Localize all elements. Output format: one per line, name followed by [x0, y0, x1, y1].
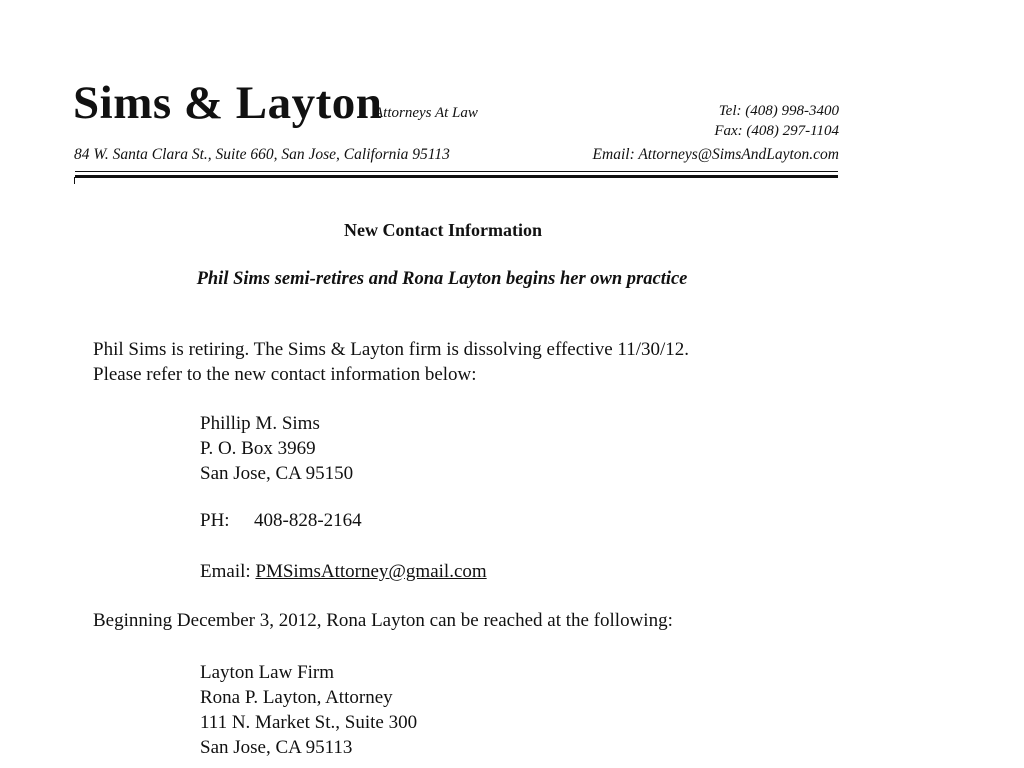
paragraph-retirement-line2: Please refer to the new contact information below:: [93, 364, 477, 385]
notice-heading: New Contact Information: [344, 220, 542, 240]
firm-address: 84 W. Santa Clara St., Suite 660, San Jose, California 95113: [74, 146, 450, 163]
sims-name: Phillip M. Sims: [200, 413, 320, 434]
letterhead-divider-thin: [75, 171, 838, 172]
sims-email-label: Email:: [200, 561, 251, 582]
sims-po-box: P. O. Box 3969: [200, 438, 316, 459]
layton-city: San Jose, CA 95113: [200, 737, 353, 758]
firm-email: Email: Attorneys@SimsAndLayton.com: [592, 146, 839, 163]
layton-name: Rona P. Layton, Attorney: [200, 687, 393, 708]
layton-contact-block: [200, 660, 417, 760]
layton-firm: Layton Law Firm: [200, 662, 335, 683]
sims-email-row: [200, 562, 487, 581]
layton-street: 111 N. Market St., Suite 300: [200, 712, 418, 733]
firm-name: Sims & Layton: [73, 77, 383, 129]
letterhead-divider-mark: [74, 177, 75, 184]
notice-subheading: Phil Sims semi-retires and Rona Layton begins her own practice: [196, 269, 688, 289]
sims-city: San Jose, CA 95150: [200, 463, 354, 484]
sims-phone-row: [200, 511, 362, 530]
sims-contact-block: [200, 411, 353, 486]
sims-email-link[interactable]: PMSimsAttorney@gmail.com: [255, 561, 487, 582]
firm-fax: Fax: (408) 297-1104: [714, 123, 839, 139]
firm-tagline: Attorneys At Law: [374, 105, 478, 121]
paragraph-layton-intro: Beginning December 3, 2012, Rona Layton can be reached at the following:: [93, 610, 673, 631]
sims-phone-label: PH:: [200, 510, 230, 531]
paragraph-retirement-line1: Phil Sims is retiring. The Sims & Layton firm is dissolving effective 11/30/12.: [93, 339, 690, 360]
letterhead-divider-thick: [75, 175, 838, 178]
firm-telephone: Tel: (408) 998-3400: [718, 103, 839, 119]
sims-phone: 408-828-2164: [254, 510, 362, 531]
